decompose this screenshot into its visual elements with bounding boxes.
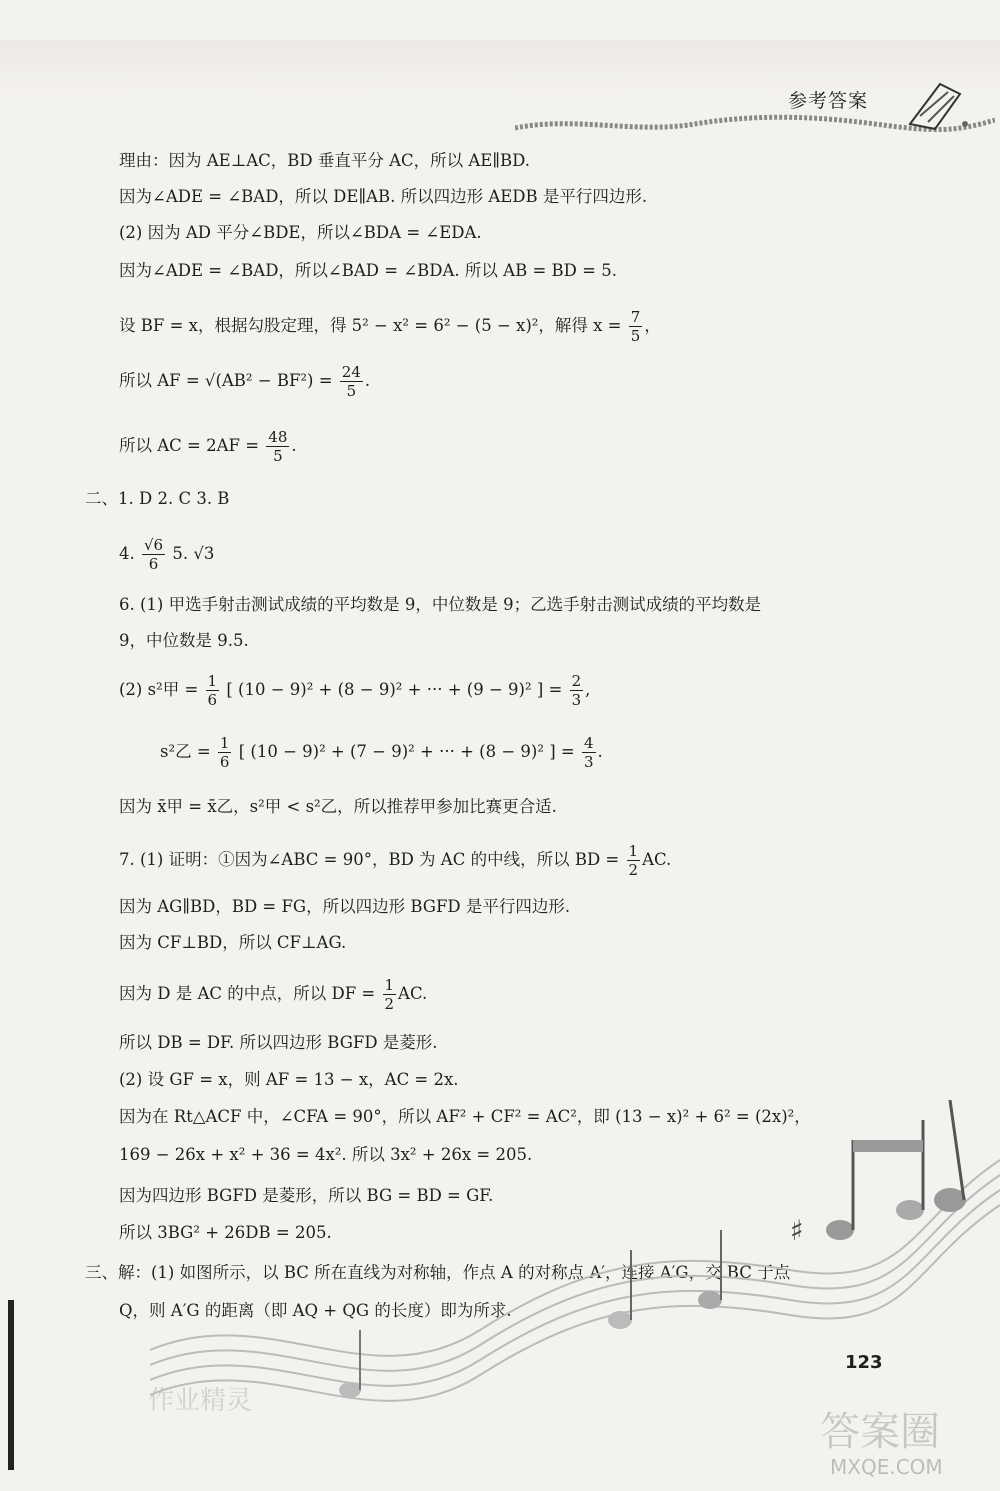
beach-chair-icon <box>900 74 980 134</box>
page-number: 123 <box>845 1352 883 1373</box>
text-segment: . <box>364 371 371 390</box>
numerator: 48 <box>268 428 288 446</box>
text-line: Q，则 A′G 的距离（即 AQ + QG 的长度）即为所求. <box>119 1301 512 1320</box>
text-segment: (2) s²甲 = <box>119 680 199 699</box>
text-segment: s²乙 = <box>160 742 211 761</box>
text-segment: 因为 D 是 AC 的中点，所以 DF = <box>119 984 376 1003</box>
text-line: 因为在 Rt△ACF 中，∠CFA = 90°，所以 AF² + CF² = AC²，即 (13 − x)² + 6² = (2x)²， <box>119 1107 811 1126</box>
text-line: 因为 x̄甲 = x̄乙，s²甲 < s²乙，所以推荐甲参加比赛更合适. <box>119 797 557 816</box>
text-line: 因为四边形 BGFD 是菱形，所以 BG = BD = GF. <box>119 1186 494 1205</box>
text-line <box>119 363 370 400</box>
text-line <box>119 536 214 573</box>
text-line <box>160 734 603 771</box>
text-line: 二、1. D 2. C 3. B <box>85 489 230 508</box>
text-line: 9，中位数是 9.5. <box>119 631 249 650</box>
binding-edge <box>8 1300 14 1470</box>
text-segment: 5. √3 <box>167 544 215 563</box>
text-segment: . <box>597 742 603 761</box>
denominator: 6 <box>207 691 218 709</box>
numerator: 24 <box>341 363 361 381</box>
text-segment: ， <box>644 316 661 335</box>
fraction <box>383 976 397 1013</box>
watermark-logo: 答案圈 <box>820 1409 940 1455</box>
text-line <box>119 842 671 879</box>
numerator: √6 <box>144 536 164 554</box>
denominator: 2 <box>628 861 639 879</box>
fraction <box>629 308 643 345</box>
denominator: 5 <box>273 447 283 465</box>
numerator: 1 <box>628 842 639 860</box>
numerator: 7 <box>630 308 641 326</box>
numerator: 4 <box>583 734 594 752</box>
text-line: 所以 DB = DF. 所以四边形 BGFD 是菱形. <box>119 1033 438 1052</box>
text-line: 理由：因为 AE⊥AC，BD 垂直平分 AC，所以 AE∥BD. <box>119 151 530 170</box>
denominator: 5 <box>346 382 357 400</box>
text-line <box>119 308 661 345</box>
text-line: 三、解：(1) 如图所示，以 BC 所在直线为对称轴，作点 A 的对称点 A′，连接 A′G，交 BC 于点 <box>85 1263 791 1282</box>
text-line: 因为∠ADE = ∠BAD，所以∠BAD = ∠BDA. 所以 AB = BD = 5. <box>119 261 617 280</box>
numerator: 1 <box>219 734 230 752</box>
text-line: 因为 CF⊥BD，所以 CF⊥AG. <box>119 933 347 952</box>
denominator: 5 <box>630 327 641 345</box>
text-segment: 所以 AF = √(AB² − BF²) = <box>119 371 333 390</box>
fraction <box>340 363 363 400</box>
fraction <box>570 672 584 709</box>
fraction <box>582 734 596 771</box>
text-line: (2) 设 GF = x，则 AF = 13 − x，AC = 2x. <box>119 1070 459 1089</box>
text-segment: 4. <box>119 544 135 563</box>
text-segment: AC. <box>398 984 428 1003</box>
watermark-text: 作业精灵 <box>148 1386 253 1416</box>
numerator: 2 <box>571 672 582 690</box>
text-segment: [ (10 − 9)² + (8 − 9)² + ··· + (9 − 9)² ] = <box>226 680 563 699</box>
denominator: 3 <box>583 753 594 771</box>
fraction <box>142 536 165 573</box>
fraction <box>206 672 220 709</box>
text-segment: 7. (1) 证明：①因为∠ABC = 90°，BD 为 AC 的中线，所以 BD = <box>119 850 620 869</box>
denominator: 2 <box>384 995 395 1013</box>
denominator: 3 <box>571 691 582 709</box>
text-line <box>119 976 427 1013</box>
text-line: (2) 因为 AD 平分∠BDE，所以∠BDA = ∠EDA. <box>119 223 482 242</box>
text-segment: AC. <box>642 850 672 869</box>
denominator: 6 <box>148 555 159 573</box>
text-segment: 设 BF = x，根据勾股定理，得 5² − x² = 6² − (5 − x)²，解得 x = <box>119 316 622 335</box>
text-line: 6. (1) 甲选手射击测试成绩的平均数是 9，中位数是 9；乙选手射击测试成绩的平均数是 <box>119 595 762 614</box>
numerator: 1 <box>384 976 395 994</box>
svg-text:♯: ♯ <box>790 1214 804 1247</box>
text-segment: . <box>291 436 297 455</box>
text-line: 169 − 26x + x² + 36 = 4x². 所以 3x² + 26x = 205. <box>119 1145 533 1164</box>
fraction <box>218 734 232 771</box>
text-line: 因为 AG∥BD，BD = FG，所以四边形 BGFD 是平行四边形. <box>119 897 571 916</box>
fraction <box>266 428 289 465</box>
text-segment: 所以 AC = 2AF = <box>119 436 260 455</box>
header-title: 参考答案 <box>788 90 869 112</box>
text-line <box>119 672 590 709</box>
text-line: 所以 3BG² + 26DB = 205. <box>119 1223 332 1242</box>
header-band <box>0 40 1000 92</box>
watermark-url: MXQE.COM <box>830 1455 943 1479</box>
text-line: 因为∠ADE = ∠BAD，所以 DE∥AB. 所以四边形 AEDB 是平行四边形. <box>119 187 648 206</box>
text-segment: , <box>585 680 591 699</box>
fraction <box>627 842 641 879</box>
numerator: 1 <box>207 672 218 690</box>
denominator: 6 <box>219 753 230 771</box>
text-line <box>119 428 297 465</box>
text-segment: [ (10 − 9)² + (7 − 9)² + ··· + (8 − 9)² ] = <box>238 742 575 761</box>
